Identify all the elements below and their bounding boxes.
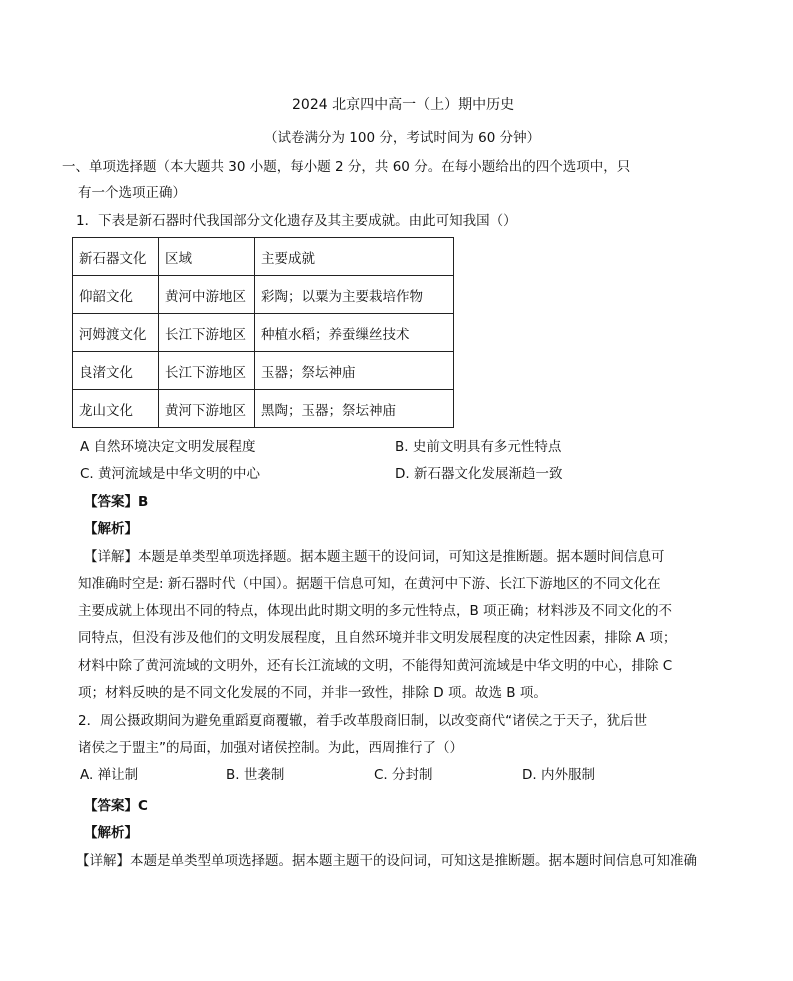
question-2-option-a: A. 禅让制 — [80, 767, 139, 783]
table-cell: 玉器；祭坛神庙 — [255, 352, 454, 390]
table-header-cell: 新石器文化 — [73, 238, 159, 276]
table-cell: 长江下游地区 — [159, 314, 255, 352]
table-row — [73, 390, 454, 428]
table-cell: 黄河中游地区 — [159, 276, 255, 314]
question-1-option-c: C. 黄河流域是中华文明的中心 — [80, 466, 261, 482]
question-2-option-b: B. 世袭制 — [226, 767, 285, 783]
table-row — [73, 314, 454, 352]
table-cell: 仰韶文化 — [73, 276, 159, 314]
question-2-stem-line-1: 2．周公摄政期间为避免重蹈夏商覆辙，着手改革殷商旧制，以改变商代“诸侯之于天子，犹后世 — [78, 713, 648, 729]
table-row — [73, 352, 454, 390]
table-header-row — [73, 238, 454, 276]
table-cell: 彩陶；以粟为主要栽培作物 — [255, 276, 454, 314]
table-cell: 黄河下游地区 — [159, 390, 255, 428]
question-1-option-d: D. 新石器文化发展渐趋一致 — [395, 466, 563, 482]
question-1-detail-line: 同特点，但没有涉及他们的文明发展程度，且自然环境并非文明发展程度的决定性因素，排除 A 项； — [78, 630, 677, 646]
question-2-option-d: D. 内外服制 — [522, 767, 595, 783]
table-header-cell: 区域 — [159, 238, 255, 276]
question-1-stem: 1．下表是新石器时代我国部分文化遗存及其主要成就。由此可知我国（） — [76, 213, 517, 229]
table-cell: 种植水稻；养蚕缫丝技术 — [255, 314, 454, 352]
question-1-option-b: B. 史前文明具有多元性特点 — [395, 439, 562, 455]
table-header-cell: 主要成就 — [255, 238, 454, 276]
question-2-stem-line-2: 诸侯之于盟主”的局面，加强对诸侯控制。为此，西周推行了（） — [78, 740, 463, 756]
page-title: 2024 北京四中高一（上）期中历史 — [292, 97, 515, 113]
question-1-answer: 【答案】B — [84, 494, 149, 510]
question-2-answer: 【答案】C — [84, 798, 148, 814]
question-2-detail-line: 【详解】本题是单类型单项选择题。据本题主题干的设问词，可知这是推断题。据本题时间信息可知准确 — [76, 853, 697, 869]
neolithic-culture-table — [72, 237, 454, 428]
table-cell: 黑陶；玉器；祭坛神庙 — [255, 390, 454, 428]
table-cell: 长江下游地区 — [159, 352, 255, 390]
question-1-detail-line: 【详解】本题是单类型单项选择题。据本题主题干的设问词，可知这是推断题。据本题时间信息可 — [84, 549, 665, 565]
question-1-detail-line: 项；材料反映的是不同文化发展的不同，并非一致性，排除 D 项。故选 B 项。 — [78, 685, 547, 701]
question-1-detail-line: 材料中除了黄河流域的文明外，还有长江流域的文明，不能得知黄河流域是中华文明的中心，排除 C — [78, 658, 673, 674]
table-cell: 龙山文化 — [73, 390, 159, 428]
question-2-analysis-label: 【解析】 — [84, 825, 138, 841]
table-cell: 河姆渡文化 — [73, 314, 159, 352]
question-1-option-a: A 自然环境决定文明发展程度 — [80, 439, 256, 455]
section-instructions-line-2: 有一个选项正确） — [78, 185, 186, 201]
table-cell: 良渚文化 — [73, 352, 159, 390]
question-1-detail-line: 主要成就上体现出不同的特点，体现出此时期文明的多元性特点，B 项正确；材料涉及不同文化的不 — [78, 603, 673, 619]
question-2-option-c: C. 分封制 — [374, 767, 433, 783]
table-row — [73, 276, 454, 314]
exam-subtitle: （试卷满分为 100 分，考试时间为 60 分钟） — [264, 130, 541, 146]
question-1-analysis-label: 【解析】 — [84, 521, 138, 537]
section-instructions-line-1: 一、单项选择题（本大题共 30 小题，每小题 2 分，共 60 分。在每小题给出的四个选项中，只 — [62, 159, 631, 175]
question-1-detail-line: 知准确时空是: 新石器时代（中国）。据题干信息可知，在黄河中下游、长江下游地区的不同文化在 — [78, 576, 661, 592]
